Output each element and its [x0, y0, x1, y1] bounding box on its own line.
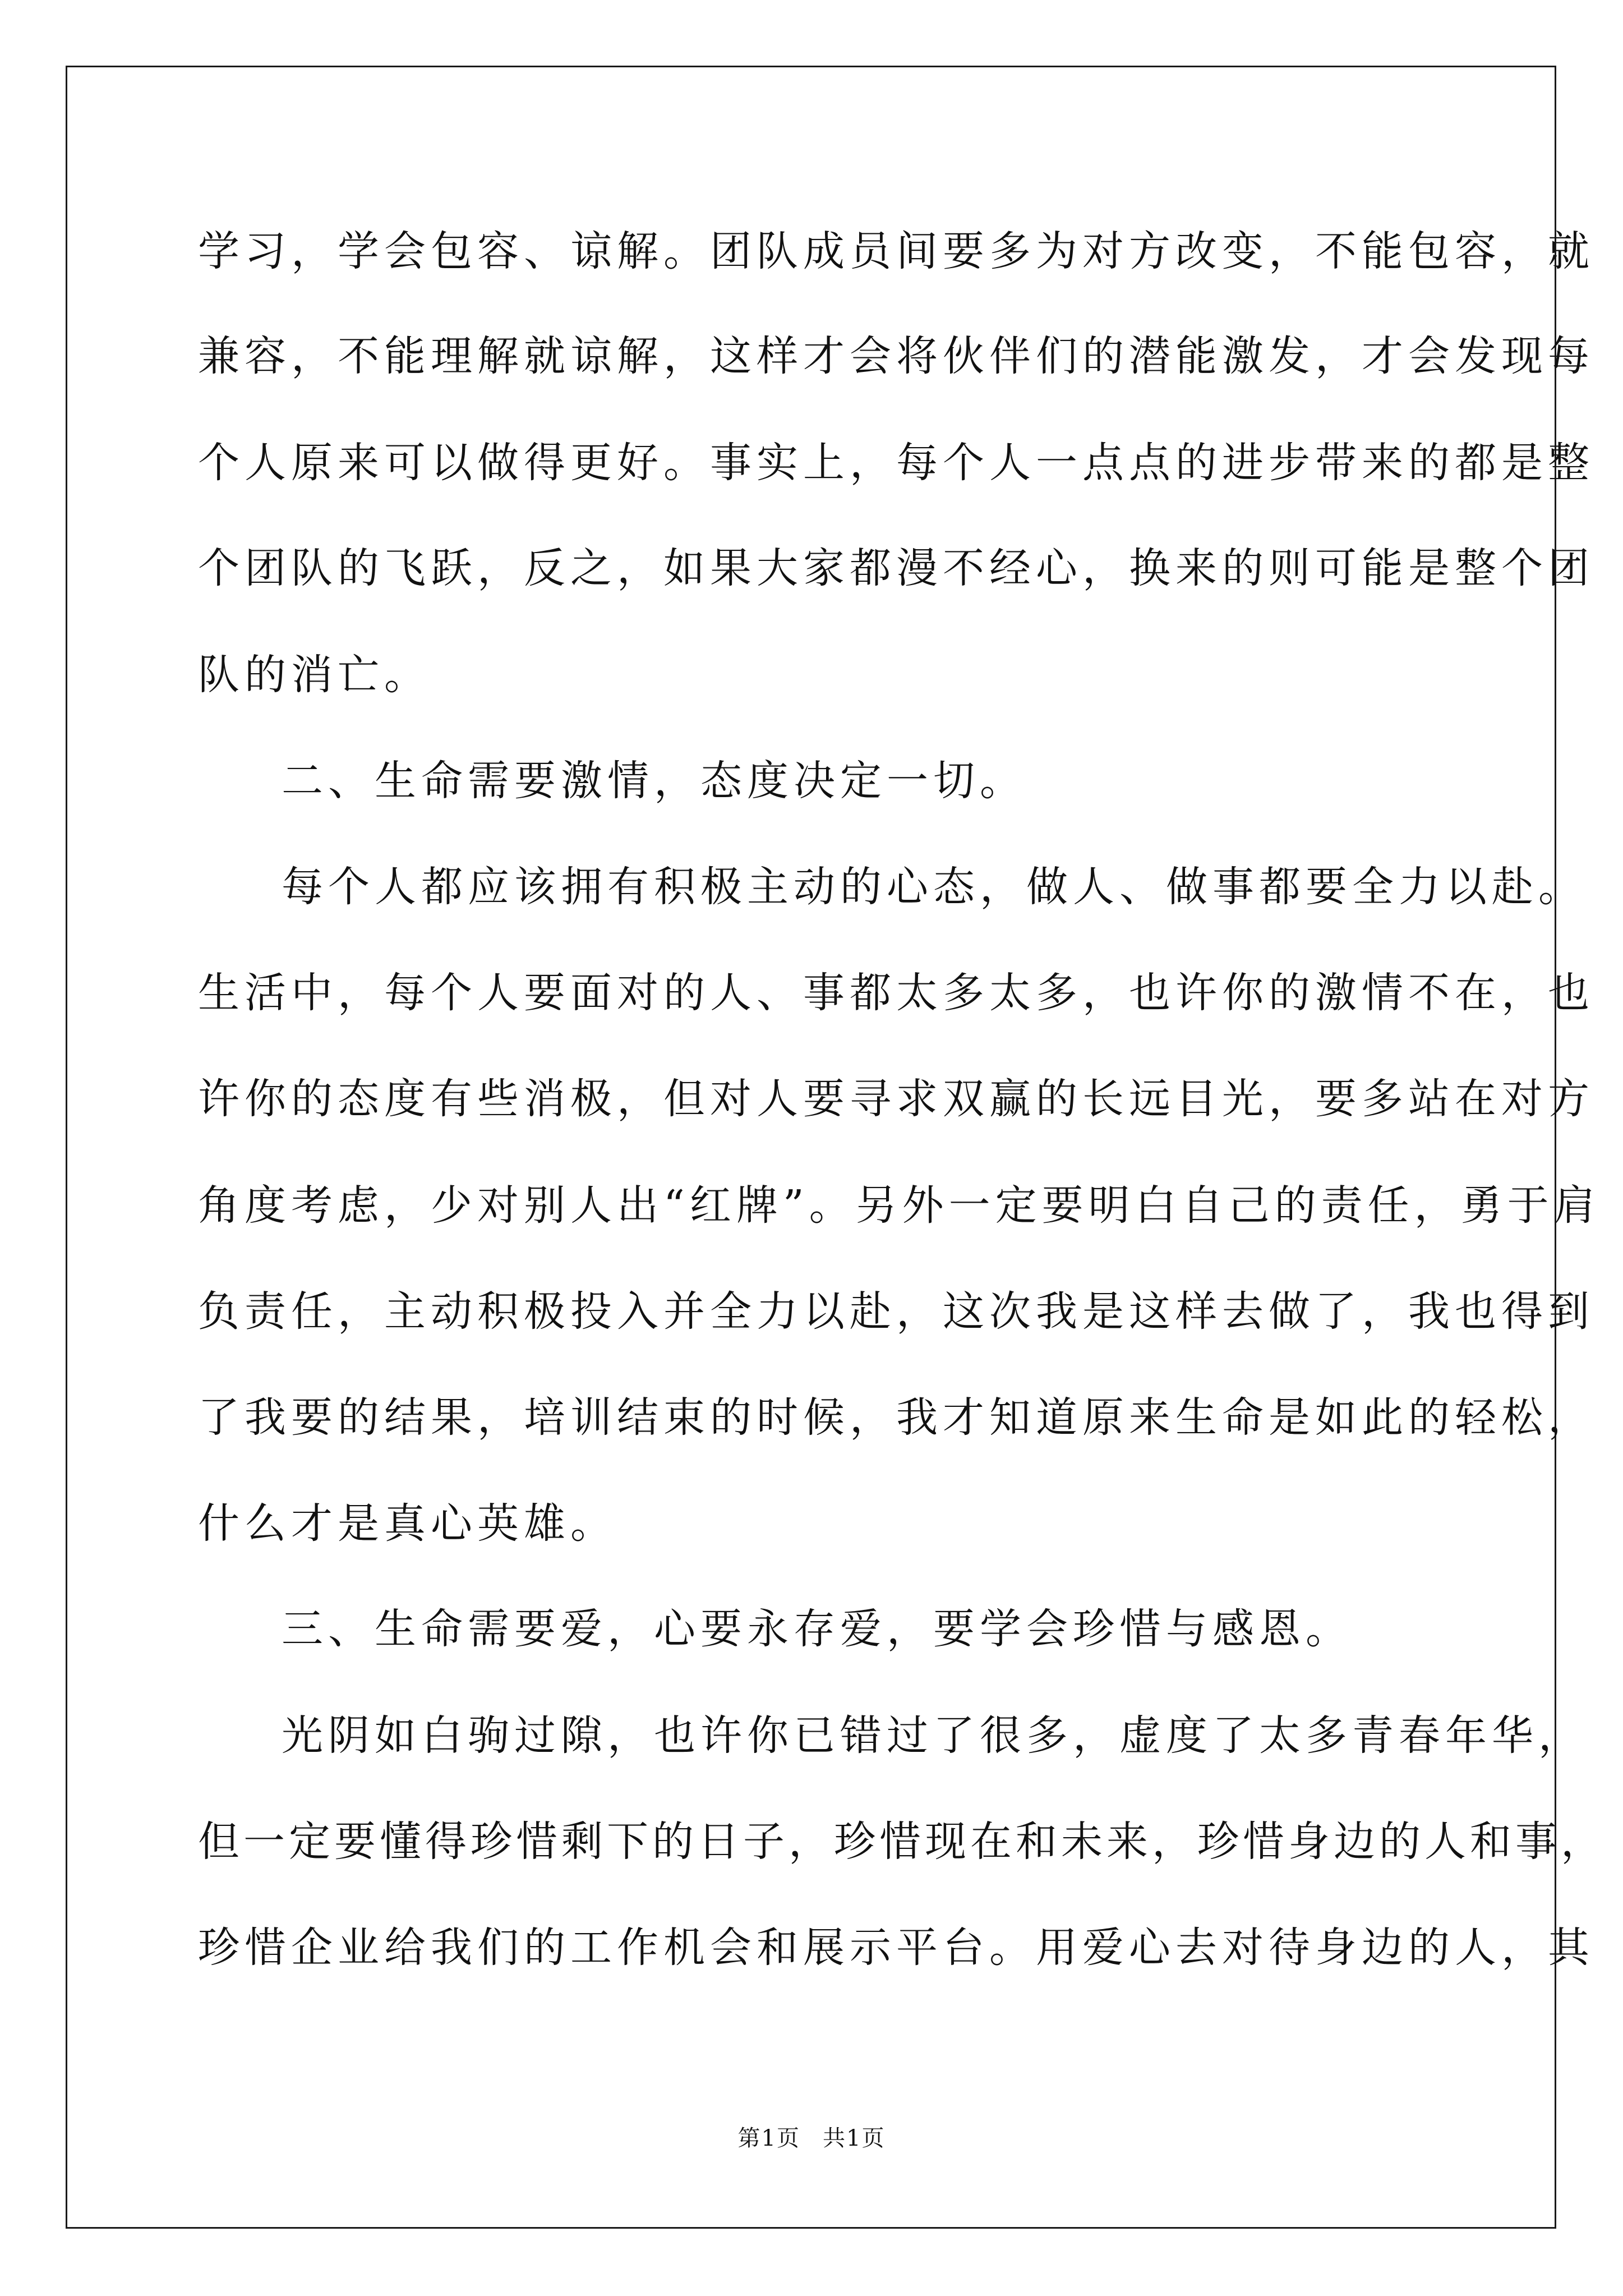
paragraph-line-12: 了我要的结果，培训结束的时候，我才知道原来生命是如此的轻松，	[198, 1393, 1594, 1442]
total-pages-label: 共1页	[823, 2125, 886, 2151]
paragraph-line-10: 角度考虑，少对别人出“红牌”。另外一定要明白自己的责任，勇于肩	[198, 1181, 1601, 1230]
paragraph-line-11: 负责任，主动积极投入并全力以赴，这次我是这样去做了，我也得到	[198, 1287, 1594, 1336]
paragraph-line-5: 队的消亡。	[198, 651, 431, 699]
page-number-label: 第1页	[737, 2125, 800, 2151]
paragraph-line-15: 光阴如白驹过隙，也许你已错过了很多，虚度了太多青春年华，	[282, 1711, 1585, 1760]
paragraph-line-8: 生活中，每个人要面对的人、事都太多太多，也许你的激情不在，也	[198, 969, 1594, 1017]
paragraph-line-9: 许你的态度有些消极，但对人要寻求双赢的长远目光，要多站在对方	[198, 1075, 1594, 1123]
page-footer	[0, 2120, 1623, 2152]
paragraph-line-16: 但一定要懂得珍惜剩下的日子，珍惜现在和未来，珍惜身边的人和事，	[198, 1818, 1606, 1866]
paragraph-line-1: 学习，学会包容、谅解。团队成员间要多为对方改变，不能包容，就	[198, 227, 1594, 275]
paragraph-line-17: 珍惜企业给我们的工作机会和展示平台。用爱心去对待身边的人，其	[198, 1924, 1594, 1972]
paragraph-line-3: 个人原来可以做得更好。事实上，每个人一点点的进步带来的都是整	[198, 439, 1594, 487]
paragraph-line-4: 个团队的飞跃，反之，如果大家都漫不经心，换来的则可能是整个团	[198, 544, 1594, 592]
page-border	[66, 66, 1556, 2229]
section-heading-2: 二、生命需要激情，态度决定一切。	[282, 757, 1026, 805]
section-heading-3: 三、生命需要爱，心要永存爱，要学会珍惜与感恩。	[282, 1605, 1352, 1653]
paragraph-line-7: 每个人都应该拥有积极主动的心态，做人、做事都要全力以赴。	[282, 863, 1585, 911]
paragraph-line-2: 兼容，不能理解就谅解，这样才会将伙伴们的潜能激发，才会发现每	[198, 332, 1594, 380]
paragraph-line-13: 什么才是真心英雄。	[198, 1499, 617, 1548]
